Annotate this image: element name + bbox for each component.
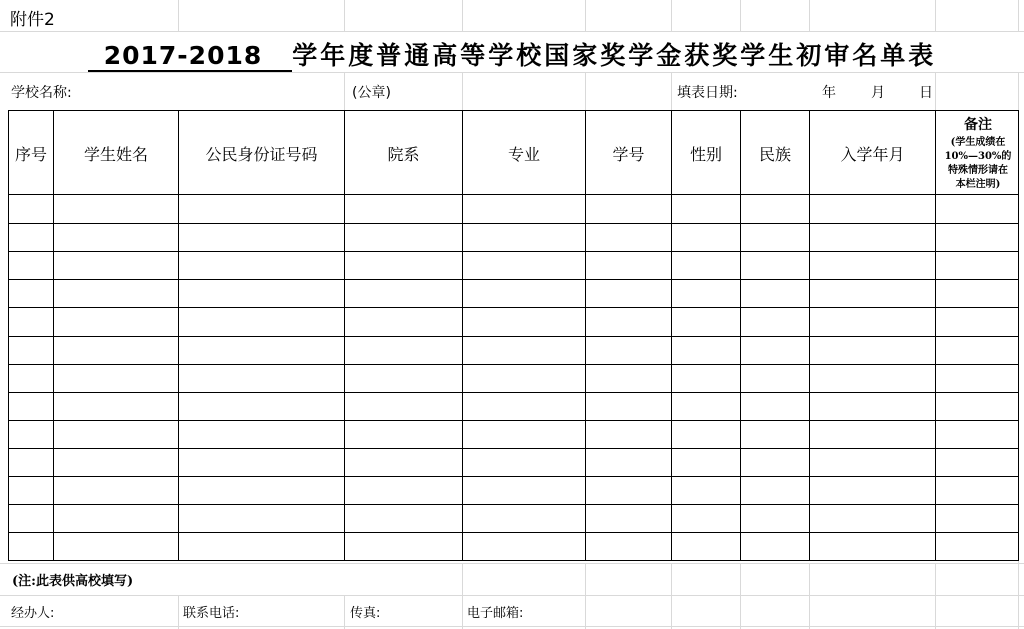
fill-date-label: 填表日期:	[677, 85, 738, 101]
year-label: 年	[822, 85, 836, 101]
remark-line-3: 特殊情形请在	[948, 165, 1008, 176]
handler-label: 经办人:	[11, 606, 55, 621]
col-header-gender: 性别	[689, 144, 722, 164]
email-label: 电子邮箱:	[467, 606, 524, 621]
attachment-label: 附件2	[10, 10, 55, 30]
month-label: 月	[871, 85, 885, 101]
col-header-remark	[937, 114, 1019, 192]
page-title	[0, 36, 1024, 72]
col-header-enrollment-date: 入学年月	[840, 144, 905, 164]
school-name-label: 学校名称:	[11, 85, 72, 101]
phone-label: 联系电话:	[183, 606, 240, 621]
col-header-student-id: 学号	[612, 144, 645, 164]
title-year: 2017-2018	[88, 42, 293, 72]
table-note: (注:此表供高校填写)	[12, 574, 134, 589]
col-header-ethnicity: 民族	[758, 144, 791, 164]
remark-line-4: 本栏注明)	[955, 179, 1001, 190]
title-text: 学年度普通高等学校国家奖学金获奖学生初审名单表	[292, 41, 937, 70]
fax-label: 传真:	[350, 606, 381, 621]
col-header-major: 专业	[507, 144, 540, 164]
col-header-student-name: 学生姓名	[83, 144, 148, 164]
col-header-seq: 序号	[14, 144, 47, 164]
day-label: 日	[919, 85, 933, 101]
remark-title: 备注	[964, 117, 992, 133]
seal-label: (公章)	[352, 85, 391, 101]
remark-line-2: 10%—30%的	[944, 151, 1012, 162]
remark-line-1: (学生成绩在	[950, 137, 1006, 148]
col-header-department: 院系	[387, 144, 420, 164]
col-header-id-number: 公民身份证号码	[205, 144, 318, 164]
